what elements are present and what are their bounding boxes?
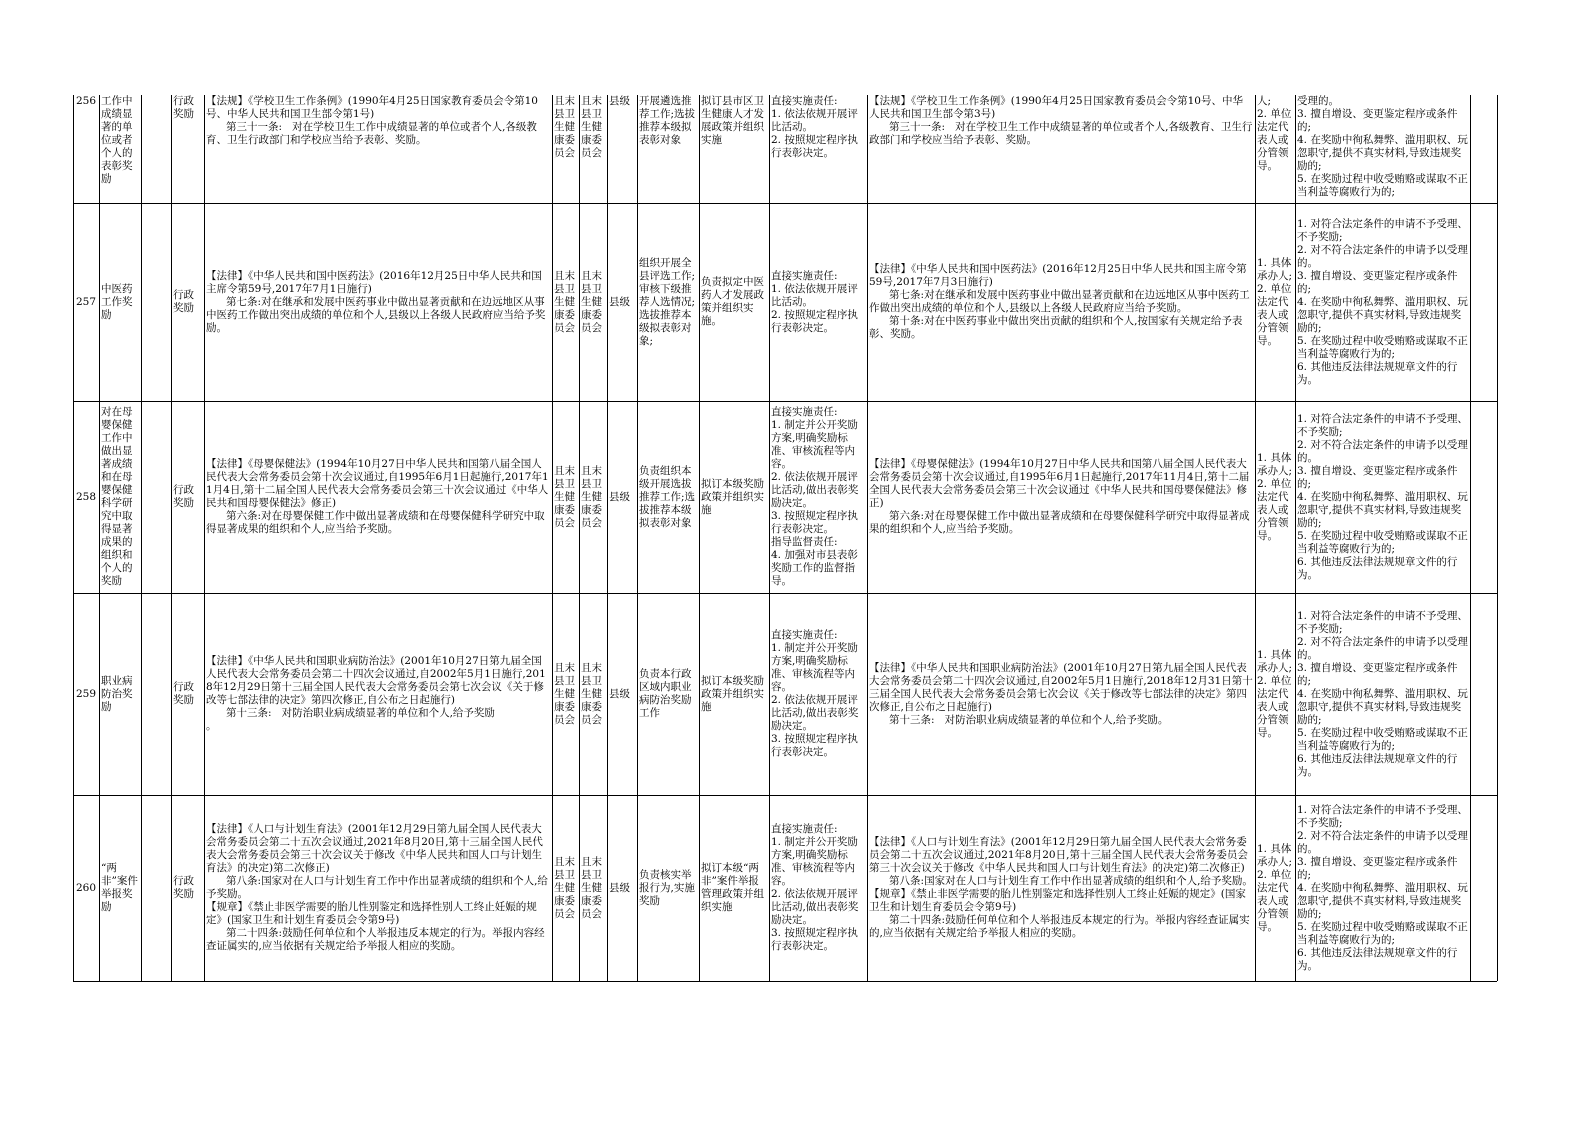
cell-no bbox=[73, 593, 99, 795]
cell-duty-content bbox=[769, 795, 867, 981]
duty-content-text: 直接实施责任: 1. 制定并公开奖励方案,明确奖励标准、审核流程等内容。 2. 依法依规开展评比活动,做出表彰奖励决定。 3. 按照规定程序执行表彰决定。 bbox=[771, 629, 859, 758]
no-text: 257 bbox=[75, 295, 97, 308]
level-text: 县级 bbox=[609, 490, 630, 503]
level-text: 县级 bbox=[609, 295, 630, 308]
cell-subject bbox=[1255, 593, 1295, 795]
cell-duty-content bbox=[769, 593, 867, 795]
upper-duty-text: 开展遴选推荐工作;选拔推荐本级拟表彰对象 bbox=[639, 95, 696, 146]
table-row bbox=[0, 401, 1587, 593]
subject-text: 1. 具体承办人; 2. 单位法定代表人或分管领导。 bbox=[1257, 256, 1293, 347]
cell-dept1 bbox=[552, 795, 579, 981]
county-duty-text: 负责拟定中医药人才发展政策并组织实施。 bbox=[701, 276, 764, 327]
item-text: 中医药工作奖励 bbox=[101, 282, 133, 321]
dept1-text: 且末县卫生健康委员会 bbox=[554, 855, 575, 920]
cell-no bbox=[73, 95, 99, 203]
cell-dept2 bbox=[579, 401, 607, 593]
cell-category bbox=[171, 795, 204, 981]
cell-no bbox=[73, 203, 99, 401]
accountability-text: 1. 对符合法定条件的申请不予受理、不予奖励; 2. 对不符合法定条件的申请予以受理的。 3. 擅自增设、变更鉴定程序或条件的; 4. 在奖励中徇私舞弊、滥用职权、玩忽职守,提供不真实材料,导致违规奖励的; 5. 在奖励过程中收受贿赂或谋取不正当利益等腐败行为的; 6. 其他违反法律法规规章文件的行为。 bbox=[1297, 803, 1468, 972]
accountability-text: 1. 对符合法定条件的申请不予受理、不予奖励; 2. 对不符合法定条件的申请予以受理的。 3. 擅自增设、变更鉴定程序或条件的; 4. 在奖励中徇私舞弊、滥用职权、玩忽职守,提供不真实材料,导致违规奖励的; 5. 在奖励过程中收受贿赂或谋取不正当利益等腐败行为的; 6. 其他违反法律法规规章文件的行为。 bbox=[1297, 412, 1468, 581]
county-duty-text: 拟订本级奖励政策并组织实施 bbox=[701, 674, 764, 713]
cell-category bbox=[171, 95, 204, 203]
dept1-text: 且末县卫生健康委员会 bbox=[554, 95, 575, 159]
cell-upper-duty bbox=[637, 95, 699, 203]
cell-dept1 bbox=[552, 203, 579, 401]
upper-duty-text: 负责组织本级开展选拔推荐工作;选拔推荐本级拟表彰对象 bbox=[639, 464, 696, 529]
item-text: 职业病防治奖励 bbox=[101, 674, 133, 713]
cell-duty-basis bbox=[867, 593, 1255, 795]
accountability-text: 1. 对符合法定条件的申请不予受理、不予奖励; 2. 对不符合法定条件的申请予以受理的。 3. 擅自增设、变更鉴定程序或条件的; 4. 在奖励中徇私舞弊、滥用职权、玩忽职守,提供不真实材料,导致违规奖励的; 5. 在奖励过程中收受贿赂或谋取不正当利益等腐败行为的; 6. 其他违反法律法规规章文件的行为。 bbox=[1297, 217, 1468, 386]
cell-tail bbox=[1470, 593, 1497, 795]
duty-basis-text: 【法规】《学校卫生工作条例》(1990年4月25日国家教育委员会令第10号、中华人民共和国卫生部令第3号) 第三十一条: 对在学校卫生工作中成绩显著的单位或者个人,各级教育、卫生行政部门和学校应当给予表彰、奖励。 bbox=[869, 95, 1253, 146]
subject-text: 1. 具体承办人; 2. 单位法定代表人或分管领导。 bbox=[1257, 842, 1293, 933]
duty-basis-text: 【法律】《人口与计划生育法》(2001年12月29日第九届全国人民代表大会常务委员会第二十五次会议通过,2021年8月20日,第十三届全国人民代表大会常务委员会第三十次会议关于修改《中华人民共和国人口与计划生育法》的决定)第二次修正) 第八条:国家对在人口与计划生育工作中作出显著成绩的组织和个人,给予奖励。 【规章】《禁止非医学需要的胎儿性别鉴定和选择性别人工终止妊娠的规定》(国家卫生和计划生育委员会令第9号) 第二十四条:鼓励任何单位和个人举报违反本规定的行为。举报内容经查证属实的,应当依据有关规定给予举报人相应的奖励。 bbox=[869, 836, 1253, 939]
cell-category bbox=[171, 593, 204, 795]
category-text: 行政奖励 bbox=[173, 875, 194, 900]
cell-dept2 bbox=[579, 203, 607, 401]
cell-category bbox=[171, 401, 204, 593]
cell-item bbox=[99, 795, 141, 981]
cell-county-duty bbox=[699, 203, 769, 401]
subject-text: 人; 2. 单位法定代表人或分管领导。 bbox=[1257, 95, 1292, 172]
dept2-text: 且末县卫生健康委员会 bbox=[581, 661, 602, 726]
cell-tail bbox=[1470, 203, 1497, 401]
item-text: 对在母婴保健工作中做出显著成绩和在母婴保健科学研究中取得显著成果的组织和个人的奖励 bbox=[101, 406, 133, 587]
cell-county-duty bbox=[699, 95, 769, 203]
cell-basis bbox=[204, 203, 552, 401]
upper-duty-text: 负责本行政区域内职业病防治奖励工作 bbox=[639, 668, 692, 719]
dept2-text: 且末县卫生健康委员会 bbox=[581, 95, 602, 159]
level-text: 县级 bbox=[609, 687, 630, 700]
dept2-text: 且末县卫生健康委员会 bbox=[581, 855, 602, 920]
upper-duty-text: 组织开展全县评选工作;审核下级推荐人选情况;选拔推荐本级拟表彰对象; bbox=[639, 256, 696, 347]
cell-blank bbox=[141, 95, 171, 203]
level-text: 县级 bbox=[609, 881, 630, 894]
cell-item bbox=[99, 401, 141, 593]
cell-blank bbox=[141, 401, 171, 593]
dept1-text: 且末县卫生健康委员会 bbox=[554, 464, 575, 529]
dept2-text: 且末县卫生健康委员会 bbox=[581, 464, 602, 529]
cell-dept1 bbox=[552, 95, 579, 203]
cell-county-duty bbox=[699, 401, 769, 593]
category-text: 行政奖励 bbox=[173, 681, 194, 706]
duty-basis-text: 【法律】《中华人民共和国中医药法》(2016年12月25日中华人民共和国主席令第59号,2017年7月3日施行) 第七条:对在继承和发展中医药事业中做出显著贡献和在边远地区从事中医药工作做出突出成绩的单位和个人,县级以上各级人民政府应当给予奖励。 第十条:对在中医药事业中做出突出贡献的组织和个人,按国家有关规定给予表彰、奖励。 bbox=[869, 263, 1250, 340]
cell-item bbox=[99, 593, 141, 795]
cell-item bbox=[99, 203, 141, 401]
cell-level bbox=[607, 203, 637, 401]
cell-level bbox=[607, 95, 637, 203]
cell-subject bbox=[1255, 203, 1295, 401]
table-row bbox=[0, 795, 1587, 981]
duty-content-text: 直接实施责任: 1. 依法依规开展评比活动。 2. 按照规定程序执行表彰决定。 bbox=[771, 269, 858, 334]
cell-blank bbox=[141, 593, 171, 795]
item-text: 工作中成绩显著的单位或者个人的表彰奖励 bbox=[101, 95, 133, 185]
cell-basis bbox=[204, 401, 552, 593]
duty-content-text: 直接实施责任: 1. 依法依规开展评比活动。 2. 按照规定程序执行表彰决定。 bbox=[771, 95, 858, 159]
category-text: 行政奖励 bbox=[173, 95, 194, 120]
level-text: 县级 bbox=[609, 95, 630, 107]
cell-tail bbox=[1470, 401, 1497, 593]
table-row bbox=[0, 593, 1587, 795]
cell-subject bbox=[1255, 95, 1295, 203]
cell-upper-duty bbox=[637, 795, 699, 981]
cell-blank bbox=[141, 795, 171, 981]
cell-basis bbox=[204, 593, 552, 795]
cell-no bbox=[73, 401, 99, 593]
cell-duty-basis bbox=[867, 203, 1255, 401]
cell-subject bbox=[1255, 401, 1295, 593]
duty-content-text: 直接实施责任: 1. 制定并公开奖励方案,明确奖励标准、审核流程等内容。 2. 依法依规开展评比活动,做出表彰奖励决定。 3. 按照规定程序执行表彰决定。 bbox=[771, 823, 859, 952]
cell-basis bbox=[204, 95, 552, 203]
category-text: 行政奖励 bbox=[173, 484, 194, 509]
cell-no bbox=[73, 795, 99, 981]
cell-basis bbox=[204, 795, 552, 981]
cell-dept1 bbox=[552, 593, 579, 795]
county-duty-text: 拟订本级“两非”案件举报管理政策并组织实施 bbox=[701, 862, 764, 913]
subject-text: 1. 具体承办人; 2. 单位法定代表人或分管领导。 bbox=[1257, 451, 1293, 542]
basis-text: 【法律】《母婴保健法》(1994年10月27日中华人民共和国第八届全国人民代表大会常务委员会第十次会议通过,自1995年6月1日起施行,2017年11月4日,第十二届全国人民代表大会常务委员会第三十次会议通过《中华人民共和国母婴保健法》修正) 第六条:对在母婴保健工作中做出显著成绩和在母婴保健科学研究中取得显著成果的组织和个人,应当给予奖励。 bbox=[206, 458, 549, 535]
cell-upper-duty bbox=[637, 203, 699, 401]
subject-text: 1. 具体承办人; 2. 单位法定代表人或分管领导。 bbox=[1257, 648, 1293, 739]
no-text: 259 bbox=[75, 687, 97, 700]
duty-basis-text: 【法律】《中华人民共和国职业病防治法》(2001年10月27日第九届全国人民代表大会常务委员会第二十四次会议通过,自2002年5月1日施行,2018年12月31日第十三届全国人民代表大会常务委员会第七次会议《关于修改等七部法律的决定》第四次修正,自公布之日起施行) 第十三条: 对防治职业病成绩显著的单位和个人,给予奖励。 bbox=[869, 661, 1253, 726]
cell-dept2 bbox=[579, 795, 607, 981]
cell-dept2 bbox=[579, 95, 607, 203]
dept2-text: 且末县卫生健康委员会 bbox=[581, 269, 602, 334]
cell-accountability bbox=[1295, 795, 1470, 981]
upper-duty-text: 负责核实举报行为,实施奖励 bbox=[639, 868, 695, 907]
category-text: 行政奖励 bbox=[173, 289, 194, 314]
county-duty-text: 拟订县市区卫生健康人才发展政策并组织实施 bbox=[701, 95, 764, 146]
cell-county-duty bbox=[699, 593, 769, 795]
basis-text: 【法律】《人口与计划生育法》(2001年12月29日第九届全国人民代表大会常务委员会第二十五次会议通过,2021年8月20日,第十三届全国人民代表大会常务委员会第三十次会议关于修改《中华人民共和国人口与计划生育法》的决定)第二次修正) 第八条:国家对在人口与计划生育工作中作出显著成绩的组织和个人,给予奖励。 【规章】《禁止非医学需要的胎儿性别鉴定和选择性别人工终止妊娠的规定》(国家卫生和计划生育委员会令第9号) 第二十四条:鼓励任何单位和个人举报违反本规定的行为。举报内容经查证属实的,应当依据有关规定给予举报人相应的奖励。 bbox=[206, 823, 548, 952]
dept1-text: 且末县卫生健康委员会 bbox=[554, 661, 575, 726]
cell-category bbox=[171, 203, 204, 401]
cell-accountability bbox=[1295, 203, 1470, 401]
cell-upper-duty bbox=[637, 593, 699, 795]
cell-accountability bbox=[1295, 401, 1470, 593]
cell-accountability bbox=[1295, 593, 1470, 795]
cell-tail bbox=[1470, 95, 1497, 203]
accountability-text: 1. 对符合法定条件的申请不予受理、不予奖励; 2. 对不符合法定条件的申请予以受理的。 3. 擅自增设、变更鉴定程序或条件的; 4. 在奖励中徇私舞弊、滥用职权、玩忽职守,提供不真实材料,导致违规奖励的; 5. 在奖励过程中收受贿赂或谋取不正当利益等腐败行为的; 6. 其他违反法律法规规章文件的行为。 bbox=[1297, 609, 1468, 778]
cell-dept2 bbox=[579, 593, 607, 795]
cell-duty-basis bbox=[867, 795, 1255, 981]
dept1-text: 且末县卫生健康委员会 bbox=[554, 269, 575, 334]
cell-tail bbox=[1470, 795, 1497, 981]
cell-subject bbox=[1255, 795, 1295, 981]
cell-upper-duty bbox=[637, 401, 699, 593]
no-text: 260 bbox=[75, 881, 97, 894]
cell-duty-basis bbox=[867, 401, 1255, 593]
duty-basis-text: 【法律】《母婴保健法》(1994年10月27日中华人民共和国第八届全国人民代表大会常务委员会第十次会议通过,自1995年6月1日起施行,2017年11月4日,第十二届全国人民代表大会常务委员会第三十次会议通过《中华人民共和国母婴保健法》修正) 第六条:对在母婴保健工作中做出显著成绩和在母婴保健科学研究中取得显著成果的组织和个人,应当给予奖励。 bbox=[869, 458, 1250, 535]
accountability-text: 受理的。 3. 擅自增设、变更鉴定程序或条件的; 4. 在奖励中徇私舞弊、滥用职权、玩忽职守,提供不真实材料,导致违规奖励的; 5. 在奖励过程中收受贿赂或谋取不正当利益等腐败行为的; bbox=[1297, 95, 1468, 198]
item-text: “两非”案件举报奖励 bbox=[101, 862, 138, 913]
no-text: 258 bbox=[75, 490, 97, 503]
cell-accountability bbox=[1295, 95, 1470, 203]
duty-content-text: 直接实施责任: 1. 制定并公开奖励方案,明确奖励标准、审核流程等内容。 2. 依法依规开展评比活动,做出表彰奖励决定。 3. 按照规定程序执行表彰决定。 指导监督责任: 4. 加强对市县表彰奖励工作的监督指导。 bbox=[771, 406, 859, 587]
cell-dept1 bbox=[552, 401, 579, 593]
cell-duty-content bbox=[769, 95, 867, 203]
no-text: 256 bbox=[75, 95, 97, 107]
cell-level bbox=[607, 401, 637, 593]
county-duty-text: 拟订本级奖励政策并组织实施 bbox=[701, 477, 764, 516]
basis-text: 【法律】《中华人民共和国中医药法》(2016年12月25日中华人民共和国主席令第59号,2017年7月1日施行) 第七条:对在继承和发展中医药事业中做出显著贡献和在边远地区从事中医药工作做出突出成绩的单位和个人,县级以上各级人民政府应当给予奖励。 bbox=[206, 269, 546, 334]
cell-item bbox=[99, 95, 141, 203]
cell-level bbox=[607, 593, 637, 795]
cell-level bbox=[607, 795, 637, 981]
cell-duty-content bbox=[769, 203, 867, 401]
table-row bbox=[0, 95, 1587, 203]
table-row bbox=[0, 203, 1587, 401]
cell-blank bbox=[141, 203, 171, 401]
cell-county-duty bbox=[699, 795, 769, 981]
basis-text: 【法律】《中华人民共和国职业病防治法》(2001年10月27日第九届全国人民代表大会常务委员会第二十四次会议通过,自2002年5月1日施行,2018年12月29日第十三届全国人民代表大会常务委员会第七次会议《关于修改等七部法律的决定》第四次修正,自公布之日起施行) 第十三条: 对防治职业病成绩显著的单位和个人,给予奖励 。 bbox=[206, 655, 546, 732]
cell-duty-content bbox=[769, 401, 867, 593]
cell-duty-basis bbox=[867, 95, 1255, 203]
basis-text: 【法规】《学校卫生工作条例》(1990年4月25日国家教育委员会令第10号、中华人民共和国卫生部令第1号) 第三十一条: 对在学校卫生工作中成绩显著的单位或者个人,各级教育、卫生行政部门和学校应当给予表彰、奖励。 bbox=[206, 95, 538, 146]
